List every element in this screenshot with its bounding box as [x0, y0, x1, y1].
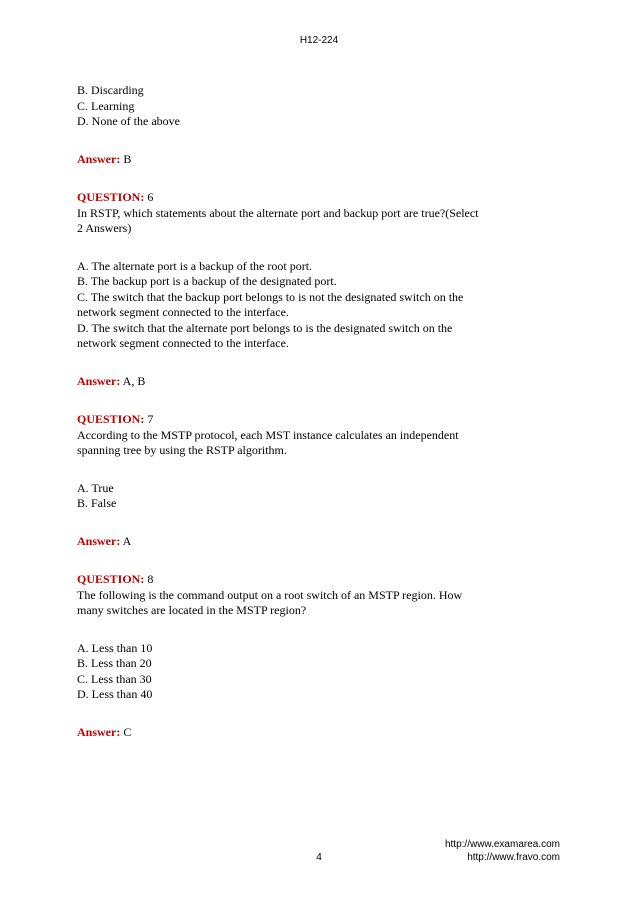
question-8-answer: [77, 725, 547, 741]
question-number: 6: [147, 190, 154, 204]
question-7-option: A. True: [77, 480, 114, 495]
answer-label: Answer:: [77, 533, 121, 548]
question-7-text: spanning tree by using the RSTP algorithm.: [77, 443, 287, 457]
question-6-answer: [77, 374, 547, 390]
question-number: 7: [147, 412, 154, 426]
question-7-heading: [77, 412, 547, 428]
answer-label: Answer:: [77, 151, 121, 166]
question-6-option: B. The backup port is a backup of the designated port.: [77, 274, 337, 288]
question-7-text: According to the MSTP protocol, each MST instance calculates an independent: [77, 427, 459, 442]
answer-value: C: [123, 724, 132, 739]
question-6-option: network segment connected to the interface.: [77, 336, 289, 350]
question-8-text: The following is the command output on a root switch of an MSTP region. How: [77, 587, 463, 602]
page-number: 4: [316, 852, 322, 863]
question-number: 8: [147, 572, 154, 586]
question-7-option: B. False: [77, 496, 117, 510]
question-label: QUESTION:: [77, 572, 145, 586]
prev-question-answer: [77, 152, 547, 168]
footer-link[interactable]: http://www.fravo.com: [467, 852, 560, 863]
question-label: QUESTION:: [77, 190, 145, 204]
question-7-answer: [77, 534, 547, 550]
option: D. None of the above: [77, 114, 180, 128]
question-8-option: C. Less than 30: [77, 671, 152, 686]
question-6-option: A. The alternate port is a backup of the root port.: [77, 258, 313, 273]
answer-label: Answer:: [77, 724, 121, 739]
option: B. Discarding: [77, 83, 144, 97]
question-6-text: 2 Answers): [77, 221, 132, 235]
question-8-option: D. Less than 40: [77, 687, 153, 701]
question-8-option: B. Less than 20: [77, 656, 152, 670]
answer-value: A, B: [122, 373, 146, 388]
answer-label: Answer:: [77, 373, 121, 388]
question-6-option: network segment connected to the interface.: [77, 305, 289, 319]
question-8-option: A. Less than 10: [77, 640, 153, 655]
question-label: QUESTION:: [77, 412, 145, 426]
question-6-option: C. The switch that the backup port belongs to is not the designated switch on the: [77, 289, 464, 304]
question-6-heading: [77, 190, 547, 206]
question-8-heading: [77, 572, 547, 588]
footer-link[interactable]: http://www.examarea.com: [444, 839, 560, 850]
answer-value: B: [123, 151, 132, 166]
question-8-text: many switches are located in the MSTP region?: [77, 603, 307, 617]
page-header-title: H12-224: [299, 35, 339, 46]
answer-value: A: [122, 533, 132, 548]
option: C. Learning: [77, 98, 135, 113]
question-6-text: In RSTP, which statements about the alternate port and backup port are true?(Select: [77, 205, 479, 220]
prev-question-options: [77, 83, 547, 130]
question-6-option: D. The switch that the alternate port belongs to is the designated switch on the: [77, 320, 453, 335]
page-content: [77, 83, 547, 740]
